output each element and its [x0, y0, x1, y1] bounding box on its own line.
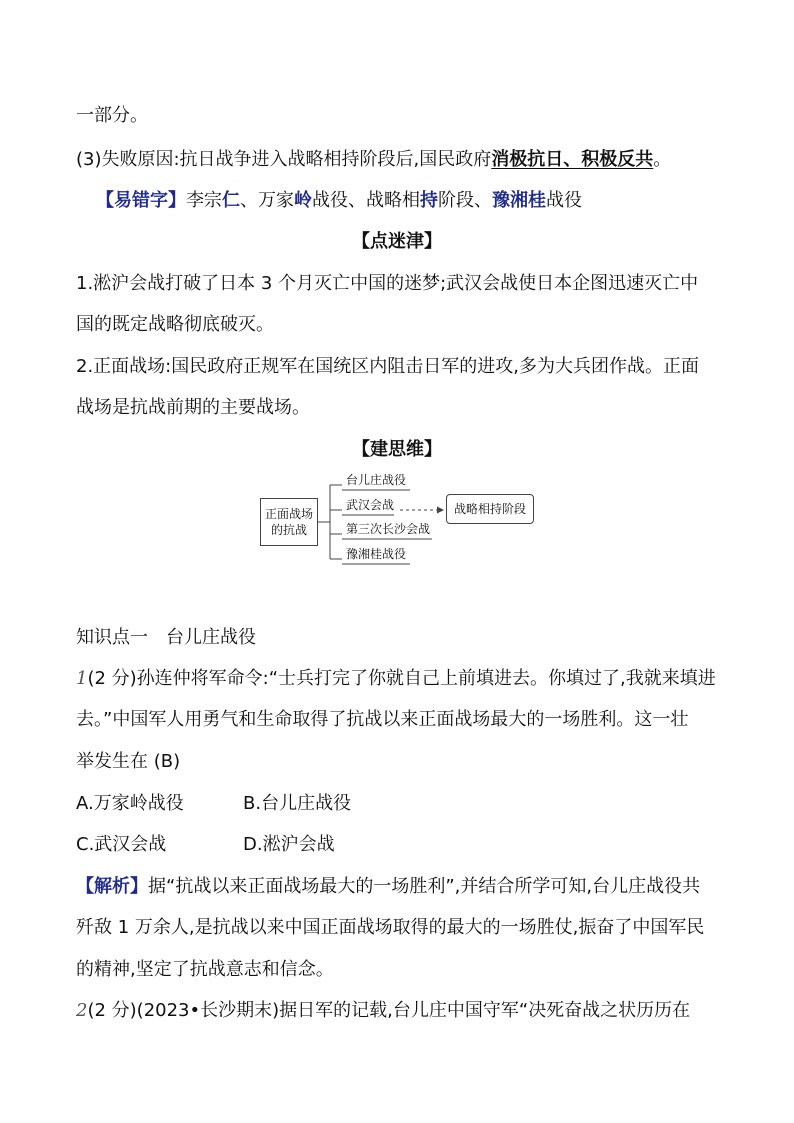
jian-si-wei-title: 【建思维】	[352, 439, 442, 460]
typo-char: 豫湘桂	[492, 190, 546, 211]
typo-char: 仁	[222, 190, 240, 211]
failure-reason	[76, 148, 671, 172]
failure-emphasis: 消极抗日、积极反共	[491, 149, 654, 170]
q1-analysis-line3: 的精神,坚定了抗战意志和信念。	[76, 959, 334, 980]
dian-point-2-line2: 战场是抗战前期的主要战场。	[76, 397, 310, 418]
q2-number: 2	[76, 1000, 88, 1021]
branch-changsha: 第三次长沙会战	[346, 522, 431, 536]
q1-option-a: A.万家岭战役	[76, 793, 184, 814]
typo-hint	[96, 189, 582, 213]
failure-prefix: (3)失败原因:抗日战争进入战略相持阶段后,国民政府	[76, 149, 492, 170]
typo-hint-label: 【易错字】	[96, 190, 186, 211]
q1-line3: 举发生在 (B)	[76, 751, 181, 772]
q1-line1	[76, 667, 716, 691]
dian-point-2-line1: 2.正面战场:国民政府正规军在国统区内阻击日军的进攻,多为大兵团作战。正面	[76, 356, 699, 377]
q1-analysis-line1	[76, 875, 700, 899]
q1-text: (2 分)孙连仲将军命令:“士兵打完了你就自己上前填进去。你填过了,我就来填进	[87, 668, 716, 689]
q2-text: (2 分)(2023•长沙期末)据日军的记载,台儿庄中国守军“决死奋战之状历历在	[87, 1000, 691, 1021]
q1-option-b: B.台儿庄战役	[243, 793, 352, 814]
analysis-label: 【解析】	[76, 876, 148, 897]
q2-line1	[76, 999, 690, 1023]
q1-option-d: D.淞沪会战	[243, 834, 335, 855]
branch-taierzhuang: 台儿庄战役	[346, 473, 407, 487]
q1-option-c: C.武汉会战	[76, 834, 167, 855]
dian-point-1-line2: 国的既定战略彻底破灭。	[76, 314, 274, 335]
q1-analysis-line2: 歼敌 1 万余人,是抗战以来中国正面战场取得的最大的一场胜仗,振奋了中国军民	[76, 917, 705, 938]
typo-text: 战役、战略相	[312, 190, 420, 211]
typo-char: 岭	[294, 190, 312, 211]
analysis-text: 据“抗战以来正面战场最大的一场胜利”,并结合所学可知,台儿庄战役共	[148, 876, 701, 897]
branch-yuxianggui: 豫湘桂战役	[346, 547, 407, 561]
failure-suffix: 。	[653, 149, 672, 170]
dian-point-1-line1: 1.淞沪会战打破了日本 3 个月灭亡中国的迷梦;武汉会战使日本企图迅速灭亡中	[76, 273, 699, 294]
typo-char: 持	[420, 190, 438, 211]
continued-text: 一部分。	[76, 105, 148, 126]
mind-map-diagram	[260, 468, 550, 572]
typo-text: 战役	[546, 190, 582, 211]
target-node: 战略相持阶段	[446, 494, 534, 524]
branch-wuhan: 武汉会战	[346, 498, 395, 512]
root-node: 正面战场 的抗战	[260, 498, 318, 546]
typo-text: 李宗	[186, 190, 222, 211]
typo-text: 、万家	[240, 190, 294, 211]
q1-line2: 去。”中国军人用勇气和生命取得了抗战以来正面战场最大的一场胜利。这一壮	[76, 709, 689, 730]
q1-number: 1	[76, 668, 88, 689]
dian-mi-jin-title: 【点迷津】	[352, 231, 442, 252]
arrow-head-icon	[437, 507, 444, 514]
section-title: 知识点一 台儿庄战役	[76, 627, 256, 648]
typo-text: 阶段、	[438, 190, 492, 211]
